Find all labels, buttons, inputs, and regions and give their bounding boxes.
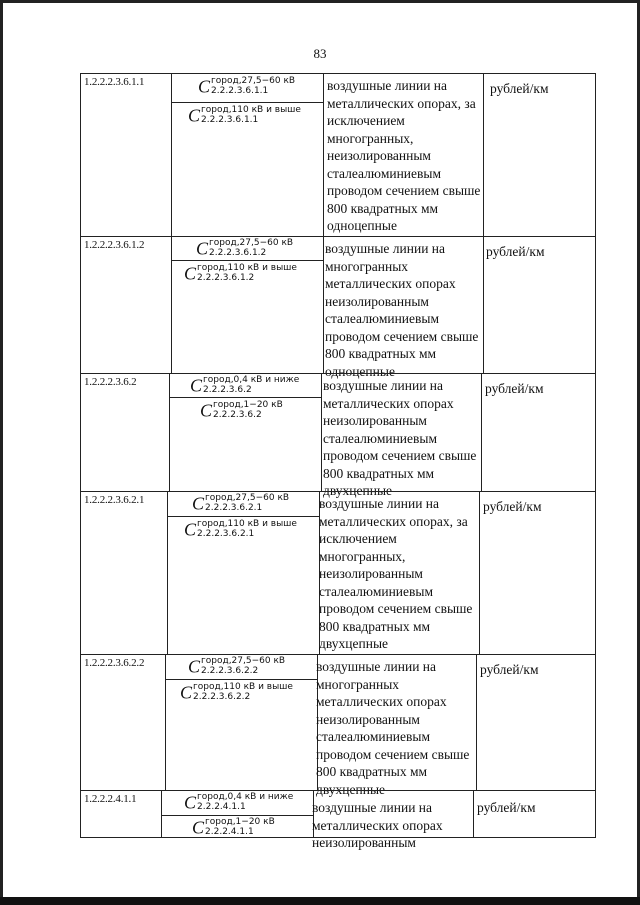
formula-subscript: 2.2.2.3.6.1.2 <box>209 248 267 258</box>
rate-formula-top <box>196 238 293 260</box>
cell-border <box>595 492 596 655</box>
formula-superscript: город,27,5−60 кВ <box>205 493 290 503</box>
cell-border <box>161 791 162 837</box>
row-code: 1.2.2.2.3.6.2.1 <box>84 494 145 506</box>
cell-border <box>171 74 172 237</box>
cell-divider <box>171 260 323 261</box>
row-description: воздушные линии на многогранных металлических опорах неизолированным сталеалюминиевым проводом сечением свыше 800 квадратных мм одноцепные <box>325 241 479 379</box>
cell-border <box>595 655 596 791</box>
formula-subscript: 2.2.2.3.6.2 <box>213 410 262 420</box>
row-code: 1.2.2.2.4.1.1 <box>84 793 137 805</box>
cell-divider <box>171 102 323 103</box>
formula-superscript: город,27,5−60 кВ <box>209 238 294 248</box>
tariff-table <box>80 73 596 850</box>
row-description: воздушные линии на металлических опорах неизолированным сталеалюминиевым проводом сечением свыше 800 квадратных мм двухцепные <box>323 378 477 498</box>
row-code: 1.2.2.2.3.6.2 <box>84 376 137 388</box>
formula-superscript: город,1−20 кВ <box>205 817 275 827</box>
formula-subscript: 2.2.2.4.1.1 <box>205 827 254 837</box>
formula-superscript: город,0,4 кВ и ниже <box>197 792 294 802</box>
row-description: воздушные линии на металлических опорах неизолированным <box>312 800 443 850</box>
cell-divider <box>167 516 319 517</box>
cell-divider <box>165 679 317 680</box>
formula-superscript: город,27,5−60 кВ <box>201 656 286 666</box>
rate-formula-top <box>198 76 295 98</box>
rate-formula-bottom <box>180 682 293 704</box>
formula-superscript: город,1−20 кВ <box>213 400 283 410</box>
formula-superscript: город,110 кВ и выше <box>193 682 293 692</box>
cell-border <box>80 655 81 791</box>
cell-border <box>595 791 596 837</box>
cell-border <box>323 74 324 237</box>
cell-border <box>473 791 474 837</box>
row-unit: рублей/км <box>485 381 544 396</box>
row-unit: рублей/км <box>480 662 539 677</box>
table-row <box>80 491 596 655</box>
rate-formula-top <box>188 656 285 678</box>
cell-border <box>595 237 596 374</box>
formula-symbol: C <box>192 817 205 838</box>
rate-formula-bottom <box>184 519 297 541</box>
rate-formula-bottom <box>184 263 297 285</box>
table-row <box>80 790 596 850</box>
cell-border <box>595 374 596 492</box>
formula-subscript: 2.2.2.3.6.2.2 <box>193 692 251 702</box>
cell-border <box>323 237 324 374</box>
formula-superscript: город,110 кВ и выше <box>197 519 297 529</box>
page-number: 83 <box>313 46 327 61</box>
row-unit: рублей/км <box>490 81 549 96</box>
cell-border <box>80 791 81 837</box>
cell-divider <box>161 815 313 816</box>
cell-border <box>479 492 480 655</box>
cell-border <box>165 655 166 791</box>
rate-formula-top <box>192 493 289 515</box>
formula-symbol: C <box>180 682 193 703</box>
table-row <box>80 236 596 379</box>
formula-subscript: 2.2.2.3.6.1.1 <box>201 115 259 125</box>
cell-border <box>595 74 596 237</box>
cell-border <box>80 492 81 655</box>
cell-border <box>80 237 81 374</box>
cell-border <box>80 374 81 492</box>
formula-symbol: C <box>190 375 203 396</box>
rate-formula-bottom <box>188 105 301 127</box>
row-code: 1.2.2.2.3.6.1.1 <box>84 76 145 88</box>
scan-edge-bottom <box>0 897 640 905</box>
formula-symbol: C <box>184 519 197 540</box>
formula-symbol: C <box>188 105 201 126</box>
formula-subscript: 2.2.2.3.6.1.2 <box>197 273 255 283</box>
row-code: 1.2.2.2.3.6.2.2 <box>84 657 145 669</box>
formula-superscript: город,0,4 кВ и ниже <box>203 375 300 385</box>
scan-edge-top <box>0 0 640 3</box>
formula-symbol: C <box>200 400 213 421</box>
cell-border <box>169 374 170 492</box>
row-description: воздушные линии на многогранных металлических опорах неизолированным сталеалюминиевым проводом сечением свыше 800 квадратных мм двухцепные <box>316 659 470 797</box>
rate-formula-bottom <box>200 400 283 422</box>
formula-symbol: C <box>184 792 197 813</box>
formula-symbol: C <box>196 238 209 259</box>
formula-subscript: 2.2.2.3.6.1.1 <box>211 86 269 96</box>
formula-superscript: город,110 кВ и выше <box>201 105 301 115</box>
formula-symbol: C <box>188 656 201 677</box>
formula-subscript: 2.2.2.4.1.1 <box>197 802 246 812</box>
formula-superscript: город,110 кВ и выше <box>197 263 297 273</box>
formula-superscript: город,27,5−60 кВ <box>211 76 296 86</box>
formula-subscript: 2.2.2.3.6.2.1 <box>197 529 255 539</box>
rate-formula-bottom <box>192 817 275 839</box>
row-description: воздушные линии на металлических опорах, за исключением многогранных, неизолированным сталеалюминиевым проводом сечением свыше 800 квадратных мм двухцепные <box>319 496 473 651</box>
scan-edge-left <box>0 0 3 905</box>
formula-symbol: C <box>192 493 205 514</box>
row-unit: рублей/км <box>486 244 545 259</box>
rate-formula-top <box>190 375 299 397</box>
cell-border <box>80 74 81 237</box>
row-unit: рублей/км <box>477 800 536 815</box>
table-row <box>80 73 596 237</box>
formula-subscript: 2.2.2.3.6.2.2 <box>201 666 259 676</box>
formula-symbol: C <box>198 76 211 97</box>
cell-divider <box>169 397 321 398</box>
formula-subscript: 2.2.2.3.6.2.1 <box>205 503 263 513</box>
row-code: 1.2.2.2.3.6.1.2 <box>84 239 145 251</box>
row-description: воздушные линии на металлических опорах, за исключением многогранных, неизолированным сталеалюминиевым проводом сечением свыше 800 квадратных мм одноцепные <box>327 78 481 233</box>
cell-border <box>321 374 322 492</box>
rate-formula-top <box>184 792 293 814</box>
row-unit: рублей/км <box>483 499 542 514</box>
formula-subscript: 2.2.2.3.6.2 <box>203 385 252 395</box>
formula-symbol: C <box>184 263 197 284</box>
cell-border <box>171 237 172 374</box>
cell-border <box>476 655 477 791</box>
